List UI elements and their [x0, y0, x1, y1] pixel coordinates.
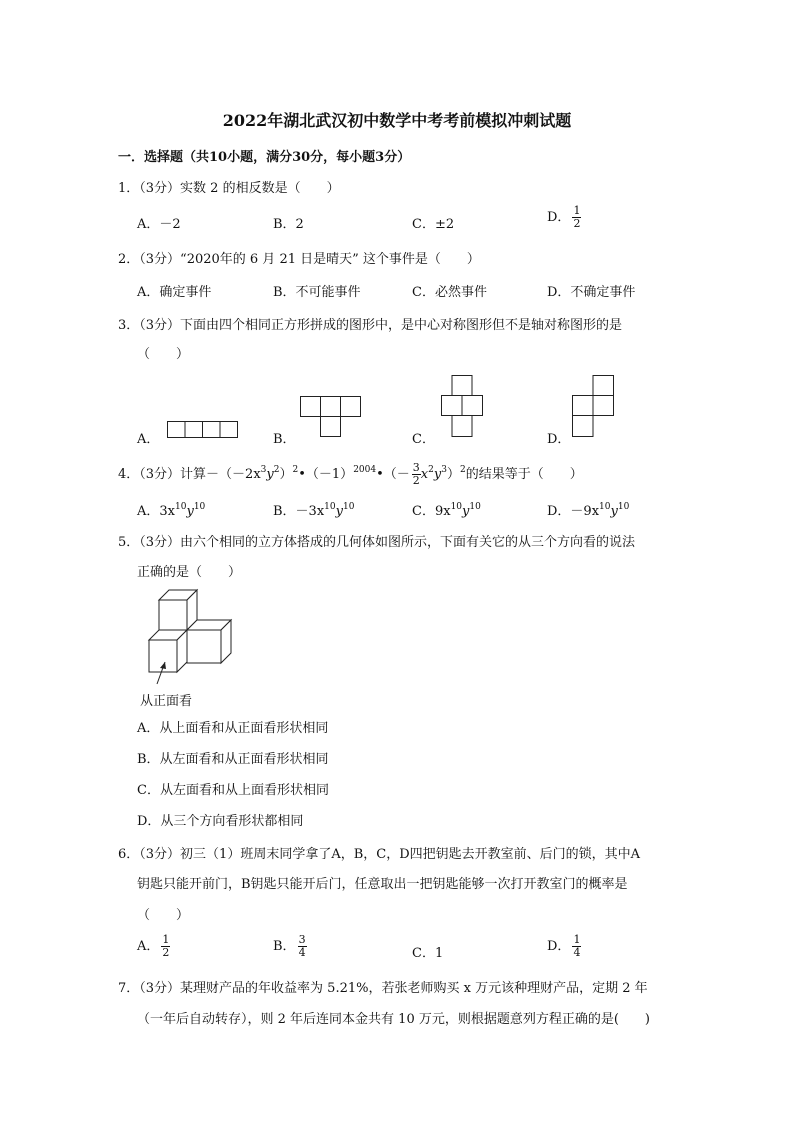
q4-b-exp-y: 10: [342, 502, 355, 512]
q4-text-2: ）: [279, 467, 293, 482]
q5-cubes: [149, 590, 231, 672]
q6-stem-3: （ ）: [137, 908, 190, 923]
q3-a-square-4: [220, 422, 238, 438]
q5-stem: 5．（3分）由六个相同的立方体搭成的几何体如图所示，下面有关它的从三个方向看的说法: [118, 535, 636, 550]
q4-text-6: 的结果等于（ ）: [465, 467, 583, 482]
q3-c-square-2: [442, 396, 463, 416]
q3-figure-a: [167, 421, 239, 438]
q1-fraction: [572, 205, 581, 230]
q4-exp-7: 2: [459, 465, 466, 475]
q4-d-coef: D．－9x: [547, 504, 600, 519]
q1-option-b[interactable]: B．2: [273, 217, 304, 232]
q3-figure-d: [572, 375, 615, 438]
cube-right-front: [187, 630, 221, 663]
page-title: 2022年湖北武汉初中数学中考考前模拟冲刺试题: [222, 111, 572, 130]
q4-option-d[interactable]: [547, 500, 629, 519]
q1-option-d-prefix: D．: [547, 210, 571, 225]
q6-b-fraction: [298, 934, 307, 959]
q5-figure-label: 从正面看: [140, 694, 193, 709]
q6-a-fraction: [161, 934, 170, 959]
q3-b-square-1: [301, 397, 321, 417]
q5-cube-figure: [145, 588, 240, 706]
q6-option-b[interactable]: [273, 934, 307, 959]
q4-c-var-y: y: [462, 504, 470, 519]
q3-d-square-4: [573, 416, 594, 437]
q2-stem: 2．（3分）“2020年的 6 月 21 日是晴天” 这个事件是（ ）: [118, 252, 480, 267]
q6-a-prefix: A．: [137, 939, 160, 954]
q6-d-fraction: [572, 934, 581, 959]
q4-exp-1: 3: [260, 465, 267, 475]
q4-frac-den: 2: [412, 474, 420, 487]
section-heading: 一．选择题（共10小题，满分30分，每小题3分）: [118, 150, 411, 165]
q5-option-b[interactable]: B．从左面看和从正面看形状相同: [137, 752, 329, 767]
q4-b-coef: B．－3x: [273, 504, 325, 519]
q3-c-square-1: [452, 376, 472, 396]
q7-stem: 7．（3分）某理财产品的年收益率为 5.21%，若张老师购买 x 万元该种理财产品，定期 2 年: [118, 981, 648, 996]
q1-frac-num: 1: [573, 204, 581, 217]
q4-b-var-y: y: [335, 504, 343, 519]
q5-stem-2: 正确的是（ ）: [137, 565, 242, 580]
q4-d-exp-x: 10: [599, 502, 611, 512]
q5-option-a[interactable]: A．从上面看和从正面看形状相同: [137, 721, 329, 736]
q1-option-c[interactable]: C．±2: [412, 217, 455, 232]
q1-option-d[interactable]: [547, 205, 581, 230]
q4-b-exp-x: 10: [324, 502, 336, 512]
q3-a-square-1: [168, 422, 186, 438]
q6-d-num: 1: [573, 933, 581, 946]
q4-option-b[interactable]: [273, 500, 354, 519]
q4-frac-num: 3: [412, 461, 420, 474]
q6-stem-2: 钥匙只能开前门，B钥匙只能开后门，任意取出一把钥匙能够一次打开教室门的概率是: [137, 877, 628, 892]
q1-stem: 1．（3分）实数 2 的相反数是（ ）: [118, 181, 340, 196]
q4-var-x2: x: [420, 467, 429, 482]
q4-text-1: 4．（3分）计算－（－2x: [118, 467, 261, 482]
q4-exp-3: 2: [292, 465, 299, 475]
q3-option-c[interactable]: C．: [412, 432, 435, 447]
q4-d-var-y: y: [610, 504, 618, 519]
q3-figure-c: [441, 375, 484, 438]
q6-stem: 6．（3分）初三（1）班周末同学拿了A，B，C，D四把钥匙去开教室前、后门的锁，其中A: [118, 847, 641, 862]
q4-c-coef: C．9x: [412, 504, 451, 519]
q5-option-d[interactable]: D．从三个方向看形状都相同: [137, 814, 304, 829]
q4-var-y2: y: [433, 467, 442, 482]
q4-var-y: y: [266, 467, 274, 482]
q4-exp-6: 3: [441, 465, 447, 475]
q4-exp-4: 2004: [353, 465, 377, 475]
q4-c-exp-y: 10: [469, 502, 481, 512]
q3-d-square-2: [573, 396, 594, 416]
q2-option-a[interactable]: A．确定事件: [137, 285, 212, 300]
q3-option-a[interactable]: A．: [137, 432, 160, 447]
q4-d-exp-y: 10: [617, 502, 630, 512]
q6-option-c[interactable]: C．1: [412, 946, 444, 961]
q3-c-square-4: [452, 416, 472, 437]
q2-option-b[interactable]: B．不可能事件: [273, 285, 361, 300]
q2-option-c[interactable]: C．必然事件: [412, 285, 487, 300]
q3-stem-paren: （ ）: [137, 347, 190, 362]
cube-top-front: [159, 600, 187, 630]
q3-a-square-2: [185, 422, 203, 438]
q3-b-square-4: [321, 417, 341, 437]
q4-stem: [118, 462, 583, 487]
q5-option-c[interactable]: C．从左面看和从上面看形状相同: [137, 783, 329, 798]
q4-a-exp-x: 10: [175, 502, 187, 512]
q6-d-prefix: D．: [547, 939, 571, 954]
q3-d-square-3: [593, 396, 614, 416]
q3-b-square-2: [321, 397, 341, 417]
q6-a-num: 1: [162, 933, 170, 946]
q6-option-a[interactable]: [137, 934, 170, 959]
q4-a-var-y: y: [186, 504, 194, 519]
q4-exp-5: 2: [428, 465, 434, 475]
q6-b-prefix: B．: [273, 939, 296, 954]
q4-text-3: •（－1）: [298, 467, 354, 482]
q4-option-a[interactable]: [137, 500, 205, 519]
q4-a-coef: A．3x: [137, 504, 175, 519]
q3-figure-b: [300, 396, 362, 438]
q4-text-5: ）: [446, 467, 460, 482]
q6-d-den: 4: [573, 946, 581, 959]
q4-text-4: •（－: [376, 467, 410, 482]
q6-b-den: 4: [298, 946, 306, 959]
q3-d-square-1: [593, 376, 614, 396]
q1-frac-den: 2: [573, 217, 581, 230]
q4-c-exp-x: 10: [450, 502, 463, 512]
q4-a-exp-y: 10: [193, 502, 206, 512]
q4-fraction: [412, 462, 421, 487]
q3-stem: 3．（3分）下面由四个相同正方形拼成的图形中，是中心对称图形但不是轴对称图形的是: [118, 318, 623, 333]
q6-a-den: 2: [162, 946, 170, 959]
q3-option-d[interactable]: D．: [547, 432, 571, 447]
q3-b-square-3: [341, 397, 361, 417]
q6-option-d[interactable]: [547, 934, 581, 959]
q4-exp-2: 2: [273, 465, 280, 475]
q2-option-d[interactable]: D．不确定事件: [547, 285, 636, 300]
q3-option-b[interactable]: B．: [273, 432, 296, 447]
q6-b-num: 3: [298, 933, 306, 946]
q7-stem-2: （一年后自动转存），则 2 年后连同本金共有 10 万元，则根据题意列方程正确的是( ): [137, 1012, 650, 1027]
q3-c-square-3: [462, 396, 483, 416]
q3-a-square-3: [203, 422, 221, 438]
q4-option-c[interactable]: [412, 500, 481, 519]
q1-option-a[interactable]: A．－2: [137, 217, 181, 232]
